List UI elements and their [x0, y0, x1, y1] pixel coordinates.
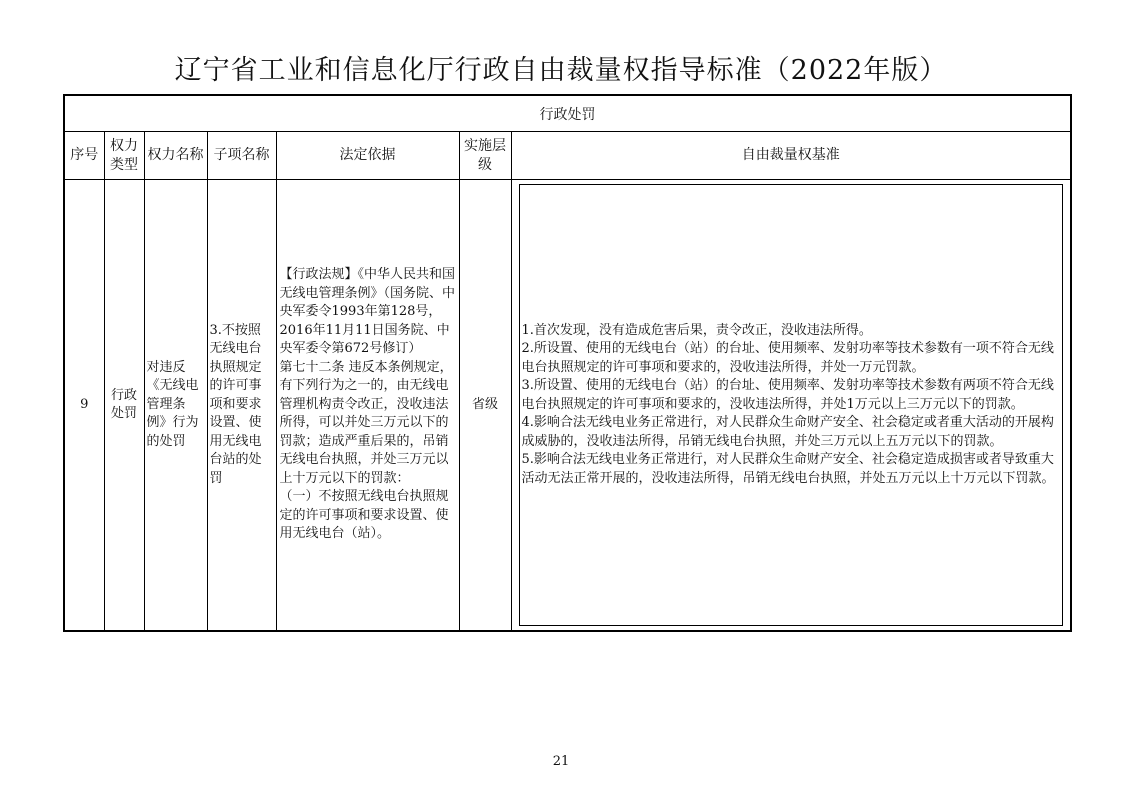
standard-item: 5.影响合法无线电业务正常进行，对人民群众生命财产安全、社会稳定造成损害或者导致重大活动无法正常开展的，没收违法所得，吊销无线电台执照，并处五万元以上十万元以下罚款。 [521, 452, 1055, 486]
header-sub-item: 子项名称 [207, 132, 276, 180]
page-number: 21 [552, 754, 570, 769]
header-standard: 自由裁量权基准 [511, 132, 1071, 180]
cell-sub-item: 3.不按照无线电台执照规定的许可事项和要求设置、使用无线电台站的处罚 [207, 180, 276, 632]
standard-item: 3.所设置、使用的无线电台（站）的台址、使用频率、发射功率等技术参数有两项不符合无线电台执照规定的许可事项和要求的，没收违法所得，并处1万元以上三万元以下的罚款。 [521, 378, 1054, 412]
header-level: 实施层级 [459, 132, 511, 180]
standard-list [522, 322, 1061, 489]
document-title: 辽宁省工业和信息化厅行政自由裁量权指导标准（2022年版） [174, 55, 948, 86]
table-header-row [64, 132, 1071, 180]
header-legal-basis: 法定依据 [276, 132, 459, 180]
cell-seq: 9 [64, 180, 104, 632]
cell-power-name: 对违反《无线电管理条例》行为的处罚 [144, 180, 207, 632]
discretion-standard-table [63, 94, 1072, 632]
header-seq: 序号 [64, 132, 104, 180]
header-power-name: 权力名称 [144, 132, 207, 180]
cell-legal-basis [276, 180, 459, 632]
table-row [64, 180, 1071, 632]
cell-standard [511, 180, 1071, 632]
legal-basis-clause: （一）不按照无线电台执照规定的许可事项和要求设置、使用无线电台（站）。 [279, 489, 449, 542]
cell-level: 省级 [459, 180, 511, 632]
standard-item: 2.所设置、使用的无线电台（站）的台址、使用频率、发射功率等技术参数有一项不符合无线电台执照规定的许可事项和要求的，没收违法所得，并处一万元罚款。 [521, 341, 1054, 375]
standard-item: 4.影响合法无线电业务正常进行，对人民群众生命财产安全、社会稳定或者重大活动的开展构成威胁的，没收违法所得，吊销无线电台执照，并处三万元以上五万元以下的罚款。 [521, 415, 1054, 449]
standard-item: 1.首次发现，没有造成危害后果，责令改正，没收违法所得。 [521, 322, 872, 338]
cell-power-type: 行政处罚 [104, 180, 144, 632]
standard-frame [519, 184, 1064, 626]
legal-basis-regulation: 【行政法规】《中华人民共和国无线电管理条例》（国务院、中央军委令1993年第128号，2016年11月11日国务院、中央军委令第672号修订） [279, 267, 456, 357]
section-heading: 行政处罚 [64, 95, 1071, 132]
legal-basis-article: 第七十二条 违反本条例规定，有下列行为之一的，由无线电管理机构责令改正，没收违法所得，可以并处三万元以下的罚款；造成严重后果的，吊销无线电台执照，并处三万元以上十万元以下的罚款： [279, 359, 453, 486]
header-power-type: 权力类型 [104, 132, 144, 180]
